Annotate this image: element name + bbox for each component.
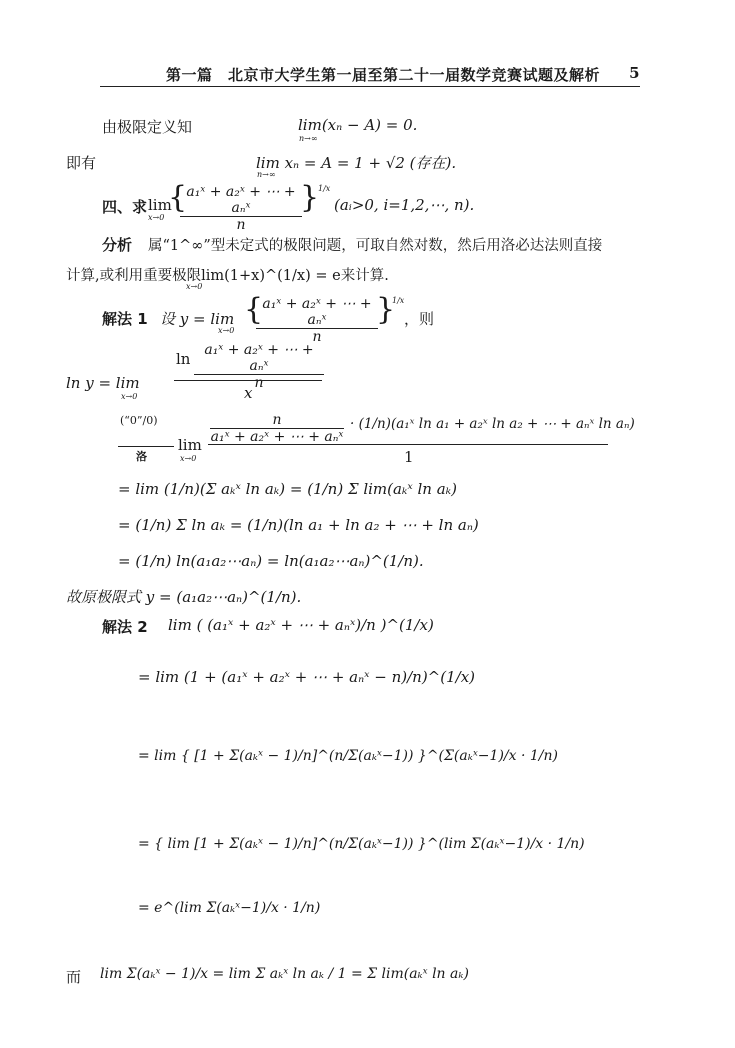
- line-definition-sub: n→∞: [299, 134, 318, 143]
- analysis-sub: x→0: [186, 282, 203, 291]
- brace-right: }: [300, 180, 320, 215]
- header-title: 第一篇 北京市大学生第一届至第二十一届数学竞赛试题及解析: [165, 66, 600, 84]
- step-3: = (1/n) Σ ln aₖ = (1/n)(ln a₁ + ln a₂ + ⋯ + ln aₙ): [118, 516, 479, 534]
- step-2: = lim (1/n)(Σ aₖˣ ln aₖ) = (1/n) Σ lim(aₖˣ ln aₖ): [118, 480, 457, 498]
- line-hence-text: 即有: [66, 154, 97, 172]
- solution-1-label: 解法 1: [102, 310, 148, 328]
- lny-lhs: ln y = lim: [66, 374, 140, 392]
- page-number: 5: [629, 64, 640, 82]
- sol1-tail: ，则: [404, 310, 435, 328]
- step-4: = (1/n) ln(a₁a₂⋯aₙ) = ln(a₁a₂⋯aₙ)^(1/n).: [118, 552, 424, 570]
- analysis-text-2: 计算,或利用重要极限lim(1+x)^(1/x) = e来计算.: [66, 268, 389, 284]
- solution-1-sub: x→0: [218, 326, 235, 335]
- ln-inner-numerator: a₁ˣ + a₂ˣ + ⋯ + aₙˣ: [194, 342, 324, 375]
- sol2-line-5: = e^(lim Σ(aₖˣ−1)/x · 1/n): [138, 900, 321, 916]
- lny-denominator-x: x: [244, 384, 253, 402]
- sol2-line-1: lim ( (a₁ˣ + a₂ˣ + ⋯ + aₙˣ)/n )^(1/x): [168, 616, 434, 634]
- ln-word: ln: [176, 350, 191, 368]
- line-definition-math: lim(xₙ − A) = 0.: [298, 116, 418, 134]
- problem-4-denominator: n: [236, 217, 246, 233]
- sol1-brace-left: {: [244, 292, 264, 327]
- sol1-numerator: a₁ˣ + a₂ˣ + ⋯ + aₙˣ: [256, 296, 378, 329]
- lhopital-sub: x→0: [180, 454, 197, 463]
- final-label: 而: [66, 968, 82, 986]
- ln-inner-denominator: n: [254, 375, 264, 391]
- problem-4-label: 四、求: [102, 198, 148, 216]
- sol2-line-4: = { lim [1 + Σ(aₖˣ − 1)/n]^(n/Σ(aₖˣ−1)) }^(lim Σ(aₖˣ−1)/x · 1/n): [138, 836, 585, 852]
- lny-sub: x→0: [121, 392, 138, 401]
- lhopital-indicator: (“0”/0): [120, 414, 158, 427]
- lhopital-lim: lim: [178, 436, 202, 454]
- deriv-numerator: n: [210, 412, 344, 429]
- problem-4-numerator: a₁ˣ + a₂ˣ + ⋯ + aₙˣ: [180, 184, 302, 217]
- problem-4-fraction: [180, 184, 302, 233]
- sol1-exponent: 1/x: [392, 296, 405, 305]
- sol2-line-2: = lim (1 + (a₁ˣ + a₂ˣ + ⋯ + aₙˣ − n)/n)^(1/x): [138, 668, 476, 686]
- sol1-fraction: [256, 296, 378, 345]
- analysis-text-1: 属“1^∞”型未定式的极限问题，可取自然对数，然后用洛必达法则直接: [148, 238, 603, 254]
- page-header: [100, 64, 640, 87]
- solution-2-label: 解法 2: [102, 618, 148, 636]
- brace-left: {: [168, 180, 188, 215]
- problem-4-condition: (aᵢ>0, i=1,2,⋯, n).: [334, 196, 475, 214]
- deriv-den-one: 1: [404, 448, 414, 466]
- deriv-main-bar: [208, 444, 608, 445]
- line-hence-math: lim xₙ = A = 1 + √2 (存在).: [256, 154, 457, 172]
- problem-4-sub: x→0: [148, 213, 165, 222]
- deriv-tail: · (1/n)(a₁ˣ ln a₁ + a₂ˣ ln a₂ + ⋯ + aₙˣ ln aₙ): [350, 416, 635, 432]
- sol1-brace-right: }: [376, 292, 396, 327]
- ln-inner-fraction: [194, 342, 324, 391]
- conclusion: 故原极限式 y = (a₁a₂⋯aₙ)^(1/n).: [66, 588, 302, 606]
- problem-4-lim: lim: [148, 196, 172, 214]
- analysis-label: 分析: [102, 236, 133, 254]
- deriv-denominator: a₁ˣ + a₂ˣ + ⋯ + aₙˣ: [210, 429, 344, 445]
- final-math: lim Σ(aₖˣ − 1)/x = lim Σ aₖˣ ln aₖ / 1 = Σ lim(aₖˣ ln aₖ): [100, 966, 469, 982]
- line-definition-text: 由极限定义知: [102, 118, 193, 136]
- lny-fraction-bar: [174, 380, 322, 381]
- lhopital-label: 洛: [136, 450, 147, 463]
- sol2-line-3: = lim { [1 + Σ(aₖˣ − 1)/n]^(n/Σ(aₖˣ−1)) }^(Σ(aₖˣ−1)/x · 1/n): [138, 748, 558, 764]
- lhopital-bar: [118, 446, 174, 447]
- problem-4-exponent: 1/x: [318, 184, 331, 193]
- line-hence-sub: n→∞: [257, 170, 276, 179]
- solution-1-text: 设 y = lim: [160, 310, 235, 328]
- deriv-fraction: [210, 412, 344, 445]
- sol1-denominator: n: [312, 329, 322, 345]
